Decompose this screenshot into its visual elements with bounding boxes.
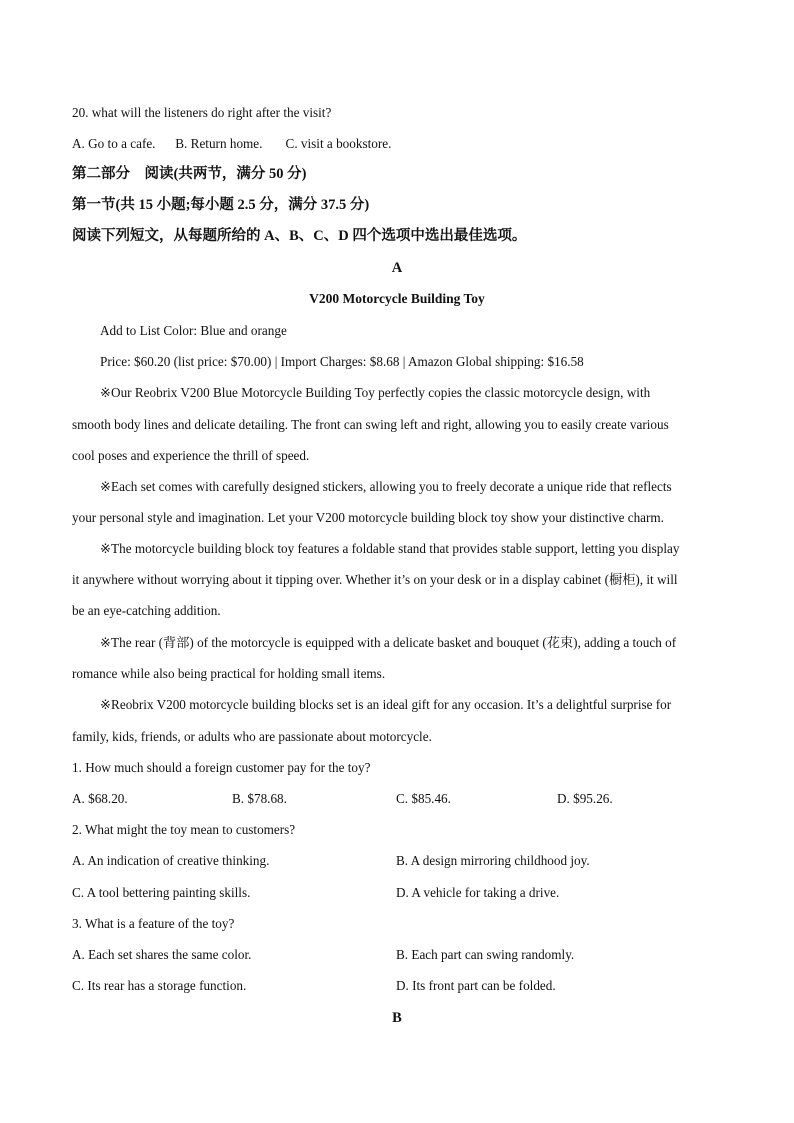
q1-option-d: D. $95.26. xyxy=(557,791,613,806)
q1-question: 1. How much should a foreign customer pay for the toy? xyxy=(72,760,371,775)
q3-question: 3. What is a feature of the toy? xyxy=(72,916,235,931)
q3-option-d: D. Its front part can be folded. xyxy=(396,978,556,993)
q2-question: 2. What might the toy mean to customers? xyxy=(72,822,296,837)
q20-options: A. Go to a cafe. B. Return home. C. visit a bookstore. xyxy=(72,136,392,151)
paragraph-5-line-1: ※Reobrix V200 motorcycle building blocks set is an ideal gift for any occasion. It’s a delightful surprise for xyxy=(100,697,672,712)
paragraph-3-line-2: it anywhere without worrying about it tipping over. Whether it’s on your desk or in a display cabinet (橱柜), it will xyxy=(72,572,678,587)
paragraph-2-line-1: ※Each set comes with carefully designed stickers, allowing you to freely decorate a unique ride that reflects xyxy=(100,479,672,494)
paragraph-4-line-2: romance while also being practical for holding small items. xyxy=(72,666,386,681)
q20-question: 20. what will the listeners do right after the visit? xyxy=(72,105,332,120)
q1-option-b: B. $78.68. xyxy=(232,791,287,806)
paragraph-3-line-3: be an eye-catching addition. xyxy=(72,603,221,618)
paragraph-4-line-1: ※The rear (背部) of the motorcycle is equipped with a delicate basket and bouquet (花束), adding a touch of xyxy=(100,635,677,650)
q3-option-a: A. Each set shares the same color. xyxy=(72,947,252,962)
paragraph-1-line-3: cool poses and experience the thrill of speed. xyxy=(72,448,310,463)
q3-option-b: B. Each part can swing randomly. xyxy=(396,947,575,962)
paragraph-3-line-1: ※The motorcycle building block toy features a foldable stand that provides stable support, letting you display xyxy=(100,541,680,556)
passage-b-letter: B xyxy=(392,1010,402,1026)
q2-option-a: A. An indication of creative thinking. xyxy=(72,853,270,868)
instruction: 阅读下列短文，从每题所给的 A、B、C、D 四个选项中选出最佳选项。 xyxy=(72,228,527,244)
paragraph-2-line-2: your personal style and imagination. Let your V200 motorcycle building block toy show your distinctive charm. xyxy=(72,510,664,525)
passage-a-letter: A xyxy=(391,260,403,276)
q1-option-a: A. $68.20. xyxy=(72,791,128,806)
paragraph-5-line-2: family, kids, friends, or adults who are passionate about motorcycle. xyxy=(72,729,432,744)
paragraph-1-line-1: ※Our Reobrix V200 Blue Motorcycle Building Toy perfectly copies the classic motorcycle design, with xyxy=(100,385,651,400)
q3-option-c: C. Its rear has a storage function. xyxy=(72,978,247,993)
passage-a-title: V200 Motorcycle Building Toy xyxy=(309,291,485,306)
q2-option-b: B. A design mirroring childhood joy. xyxy=(396,853,590,868)
q1-option-c: C. $85.46. xyxy=(396,791,451,806)
part-title: 第二部分 阅读(共两节，满分 50 分) xyxy=(72,166,307,182)
add-to-list: Add to List Color: Blue and orange xyxy=(100,323,287,338)
q2-option-d: D. A vehicle for taking a drive. xyxy=(396,885,560,900)
price-line: Price: $60.20 (list price: $70.00) | Import Charges: $8.68 | Amazon Global shipping: $16.58 xyxy=(100,354,584,369)
sub-title: 第一节(共 15 小题;每小题 2.5 分，满分 37.5 分) xyxy=(72,197,370,213)
q2-option-c: C. A tool bettering painting skills. xyxy=(72,885,251,900)
paragraph-1-line-2: smooth body lines and delicate detailing. The front can swing left and right, allowing you to easily create various xyxy=(72,417,669,432)
